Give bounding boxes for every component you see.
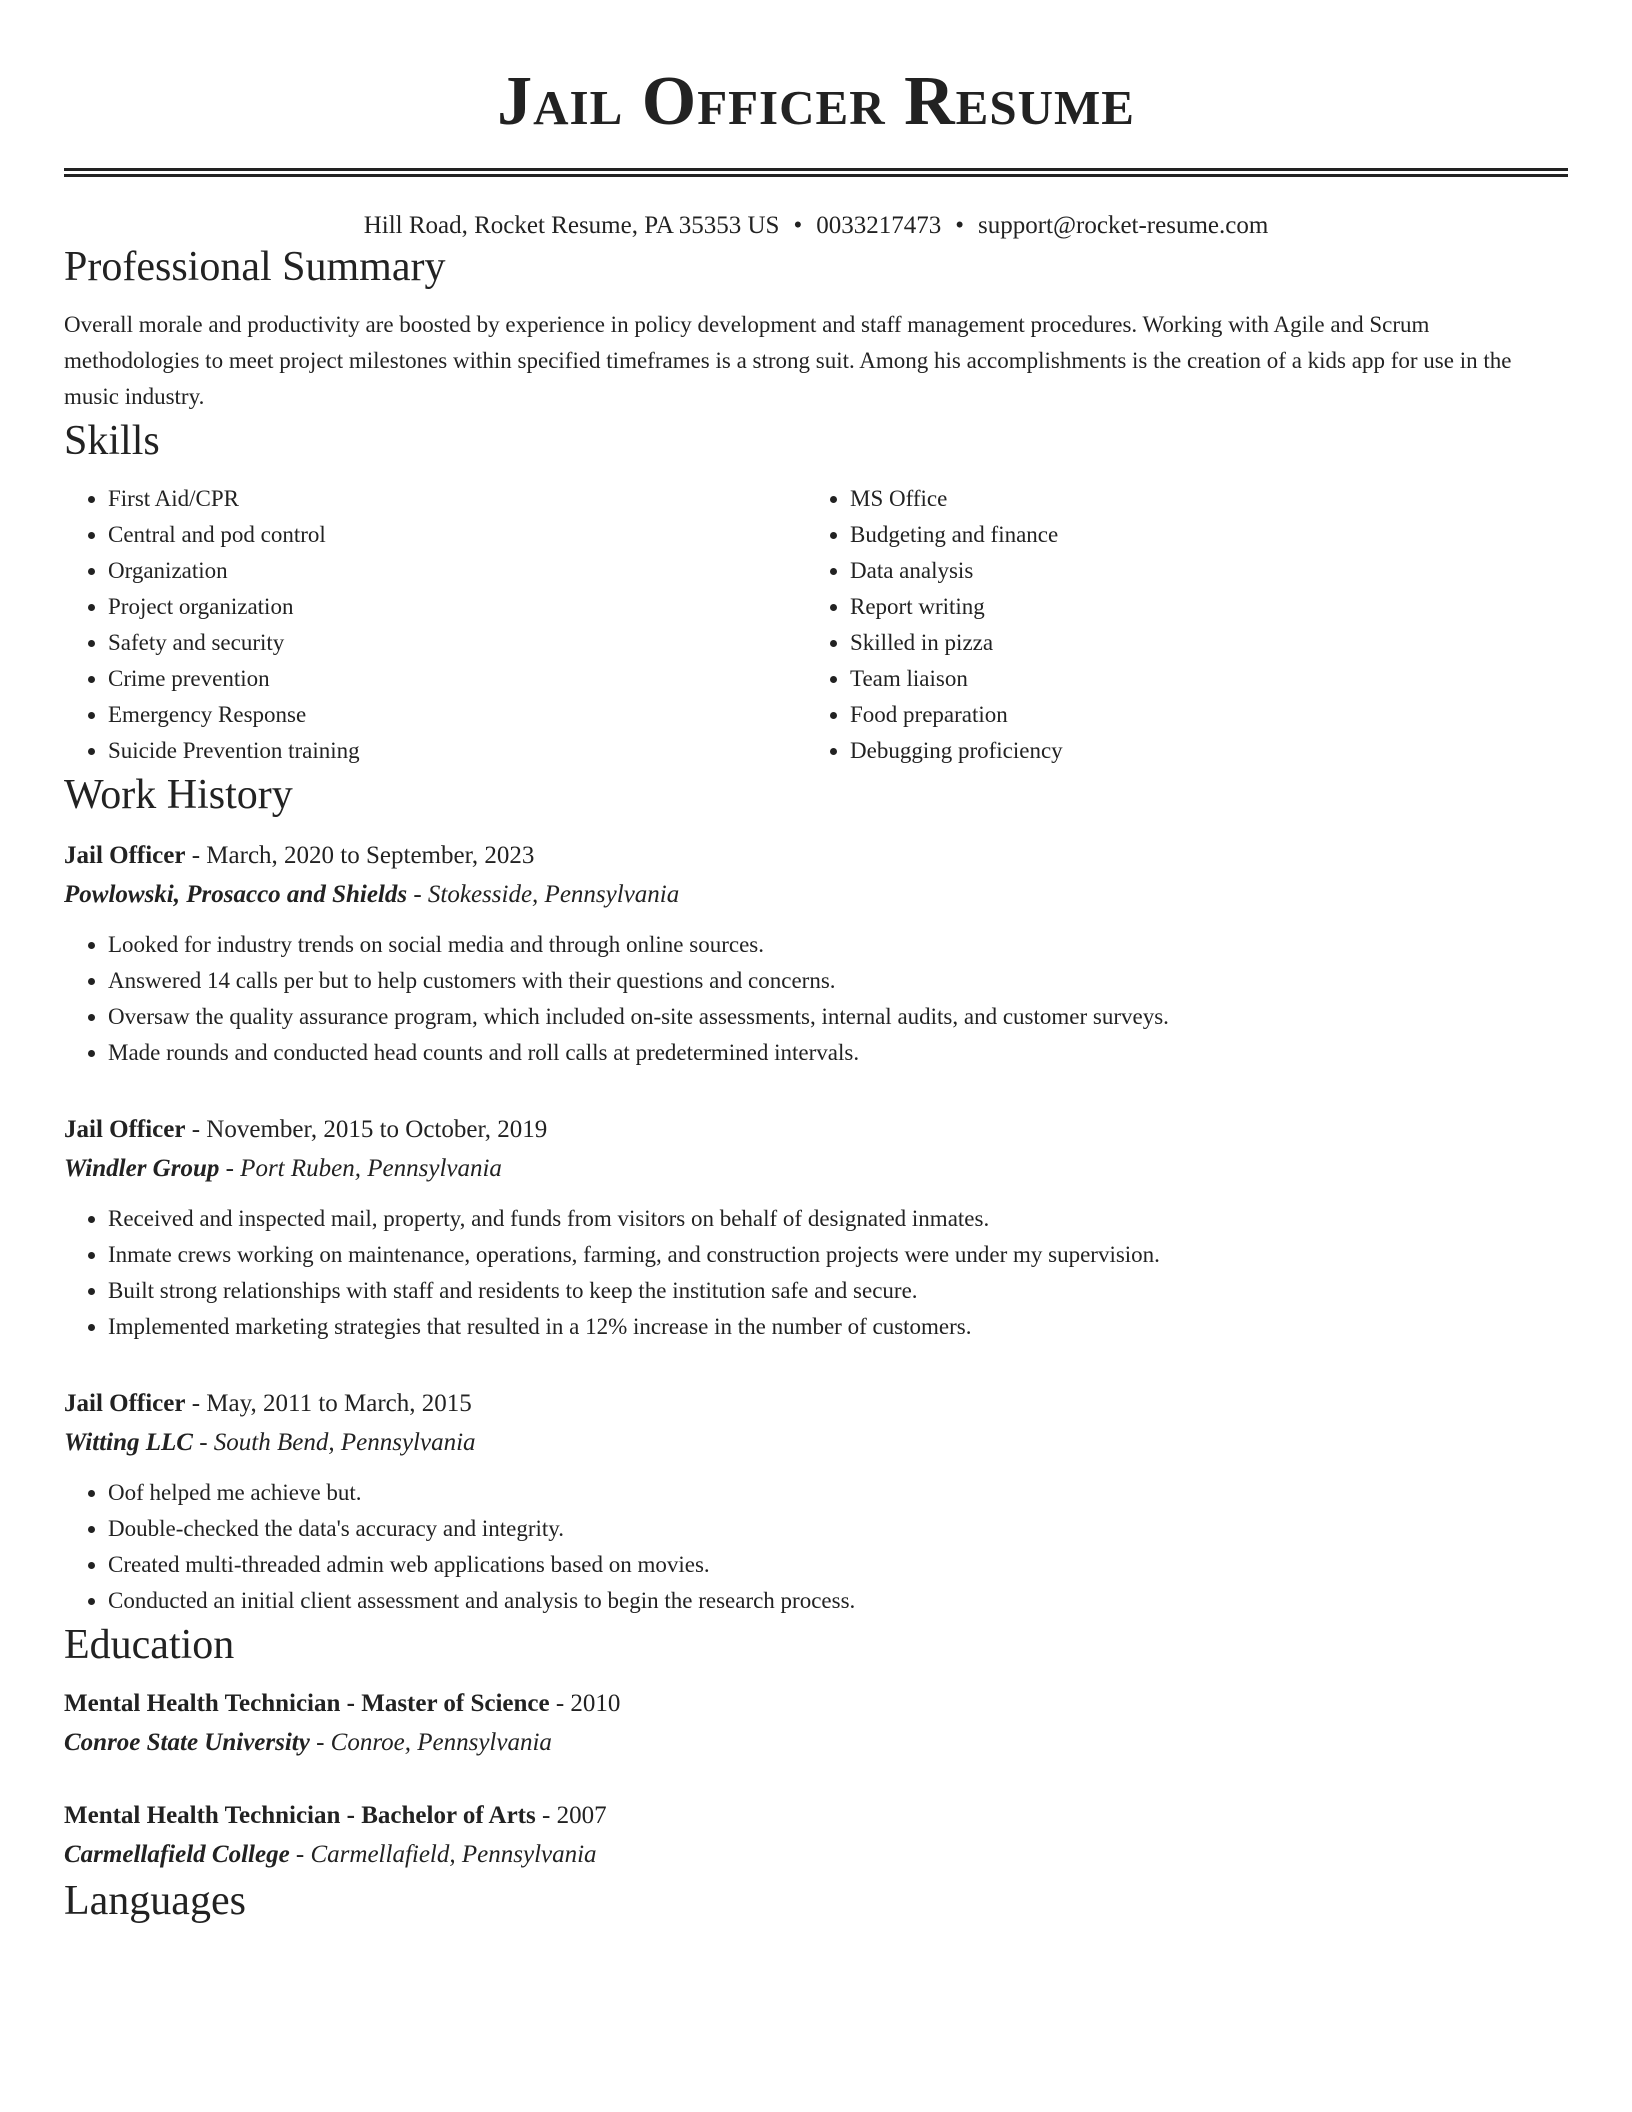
- education-location: - Carmellafield, Pennsylvania: [289, 1841, 597, 1868]
- job-bullet: • Implemented marketing strategies that resulted in a 12% increase in the number of customers.: [108, 1309, 1568, 1345]
- skills-grid: [64, 481, 1568, 769]
- education-entry: [64, 1685, 1568, 1763]
- summary-text: Overall morale and productivity are boosted by experience in policy development and staff management procedures. Working with Agile and Scrum methodologies to meet project milestones within specified timeframes is a strong suit. Among his accomplishments is the creation of a kids app for use in the music industry.: [64, 312, 1512, 409]
- education-heading: Education: [64, 1622, 235, 1668]
- job-bullet: • Built strong relationships with staff and residents to keep the institution safe and secure.: [108, 1273, 1568, 1309]
- job-company: Powlowski, Prosacco and Shields: [64, 881, 408, 908]
- skill-item: • Debugging proficiency: [850, 733, 1548, 769]
- job-entry: [64, 837, 1568, 1071]
- skill-item: • Skilled in pizza: [850, 625, 1548, 661]
- education-degree: Mental Health Technician - Master of Science: [64, 1690, 550, 1717]
- job-bullet: • Inmate crews working on maintenance, operations, farming, and construction projects were under my supervision.: [108, 1237, 1568, 1273]
- education-degree: Mental Health Technician - Bachelor of Arts: [64, 1802, 536, 1829]
- job-entry: [64, 1111, 1568, 1345]
- contact-separator: •: [955, 212, 964, 239]
- job-location: - Port Ruben, Pennsylvania: [219, 1155, 502, 1182]
- skill-item: • Project organization: [108, 589, 806, 625]
- job-bullet: • Oof helped me achieve but.: [108, 1475, 1568, 1511]
- contact-separator: •: [793, 212, 803, 239]
- job-role: Jail Officer: [64, 1116, 186, 1143]
- skill-item: • Report writing: [850, 589, 1548, 625]
- job-role: Jail Officer: [64, 842, 186, 869]
- job-bullet: • Double-checked the data's accuracy and integrity.: [108, 1511, 1568, 1547]
- education-school-line: [64, 1723, 1568, 1763]
- job-bullet: • Made rounds and conducted head counts and roll calls at predetermined intervals.: [108, 1035, 1568, 1071]
- job-dates: - November, 2015 to October, 2019: [185, 1116, 548, 1143]
- skill-item: • Emergency Response: [108, 697, 806, 733]
- skill-item: • First Aid/CPR: [108, 481, 806, 517]
- job-header: [64, 1111, 1568, 1149]
- skill-item: • Central and pod control: [108, 517, 806, 553]
- skills-list-right: [806, 481, 1548, 769]
- skill-item: • Budgeting and finance: [850, 517, 1548, 553]
- skills-heading: Skills: [64, 418, 160, 464]
- job-bullet: • Answered 14 calls per but to help customers with their questions and concerns.: [108, 963, 1568, 999]
- contact-address: Hill Road, Rocket Resume, PA 35353 US: [363, 212, 780, 239]
- skill-item: • Suicide Prevention training: [108, 733, 806, 769]
- skill-item: • Crime prevention: [108, 661, 806, 697]
- skill-item: • Food preparation: [850, 697, 1548, 733]
- education-degree-line: [64, 1797, 1568, 1835]
- job-entry: [64, 1385, 1568, 1619]
- resume-title: Jail Officer Resume: [497, 63, 1135, 140]
- job-header: [64, 1385, 1568, 1423]
- job-location: - South Bend, Pennsylvania: [192, 1429, 476, 1456]
- contact-line: [64, 211, 1568, 241]
- education-year: - 2007: [535, 1802, 607, 1829]
- education-school: Conroe State University: [64, 1729, 310, 1756]
- job-bullet: • Created multi-threaded admin web applications based on movies.: [108, 1547, 1568, 1583]
- skill-item: • Team liaison: [850, 661, 1548, 697]
- job-company-line: [64, 1423, 1568, 1463]
- job-header: [64, 837, 1568, 875]
- education-location: - Conroe, Pennsylvania: [309, 1729, 552, 1756]
- job-dates: - May, 2011 to March, 2015: [185, 1390, 472, 1417]
- job-role: Jail Officer: [64, 1390, 186, 1417]
- skill-item: • Safety and security: [108, 625, 806, 661]
- skills-list-left: [64, 481, 806, 769]
- job-bullets: [64, 927, 1568, 1071]
- job-bullet: • Looked for industry trends on social media and through online sources.: [108, 927, 1568, 963]
- work-history-heading: Work History: [64, 772, 293, 818]
- skill-item: • Organization: [108, 553, 806, 589]
- title-double-rule: [64, 168, 1568, 177]
- education-year: - 2010: [549, 1690, 621, 1717]
- job-bullet: • Oversaw the quality assurance program, which included on-site assessments, internal audits, and customer surveys.: [108, 999, 1568, 1035]
- job-bullets: [64, 1475, 1568, 1619]
- job-bullet: • Conducted an initial client assessment and analysis to begin the research process.: [108, 1583, 1568, 1619]
- contact-email: support@rocket-resume.com: [978, 212, 1269, 239]
- summary-heading: Professional Summary: [64, 244, 446, 290]
- job-bullets: [64, 1201, 1568, 1345]
- job-company-line: [64, 1149, 1568, 1189]
- skill-item: • MS Office: [850, 481, 1548, 517]
- skill-item: • Data analysis: [850, 553, 1548, 589]
- job-company-line: [64, 875, 1568, 915]
- contact-phone: 0033217473: [816, 212, 942, 239]
- job-location: - Stokesside, Pennsylvania: [407, 881, 680, 908]
- job-company: Witting LLC: [64, 1429, 193, 1456]
- education-school: Carmellafield College: [64, 1841, 290, 1868]
- job-bullet: • Received and inspected mail, property, and funds from visitors on behalf of designated inmates.: [108, 1201, 1568, 1237]
- education-entry: [64, 1797, 1568, 1875]
- education-school-line: [64, 1835, 1568, 1875]
- job-dates: - March, 2020 to September, 2023: [185, 842, 535, 869]
- languages-heading: Languages: [64, 1878, 246, 1924]
- education-degree-line: [64, 1685, 1568, 1723]
- job-company: Windler Group: [64, 1155, 220, 1182]
